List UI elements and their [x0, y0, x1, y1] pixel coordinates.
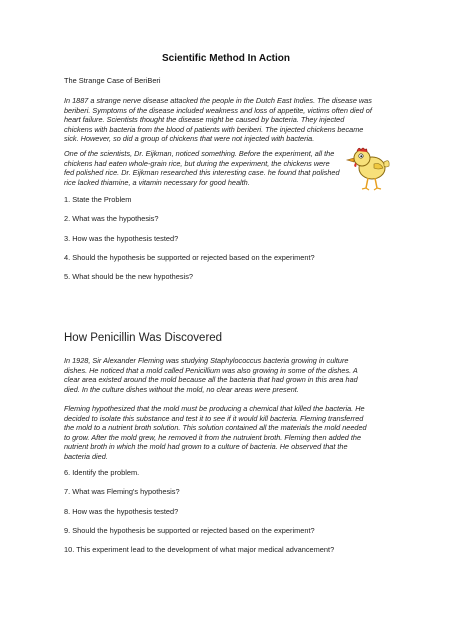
- text-line: to grow. After the mold grew, he removed it from the nutruient broth. Fleming then added the: [64, 432, 362, 442]
- text-line: bacteria died.: [64, 451, 108, 461]
- question-4: 4. Should the hypothesis be supported or rejected based on the experiment?: [64, 253, 315, 262]
- page-title: Scientific Method In Action: [162, 53, 290, 64]
- text-line: dishes. He noticed that a mold called Penicillium was also growing in some of the dishes. A: [64, 365, 358, 375]
- text-line: chickens with bacteria from the blood of patients with beriberi. The injected chickens became: [64, 124, 364, 134]
- question-10: 10. This experiment lead to the development of what major medical advancement?: [64, 545, 335, 554]
- text-line: Fleming hypothesized that the mold must be producing a chemical that killed the bacteria. He: [64, 404, 365, 413]
- question-5: 5. What should be the new hypothesis?: [64, 272, 194, 281]
- text-line: chickens had eaten whole-grain rice, but during the experiment, the chickens were: [64, 158, 330, 168]
- text-line: beriberi. Symptoms of the disease included weakness and loss of appetite, victims often died of: [64, 105, 372, 115]
- question-6: 6. Identify the problem.: [64, 468, 140, 477]
- penicillin-paragraph-1: [64, 356, 392, 394]
- text-line: In 1928, Sir Alexander Fleming was studying Staphylococcus bacteria growing in culture: [64, 356, 349, 365]
- text-line: the mold to a nutrient broth solution. This solution contained all the materials the mold needed: [64, 423, 367, 433]
- text-line: One of the scientists, Dr. Eijkman, noticed something. Before the experiment, all the: [64, 149, 335, 158]
- text-line: In 1887 a strange nerve disease attacked the people in the Dutch East Indies. The disease was: [64, 96, 372, 105]
- text-line: died. In the culture dishes without the mold, no clear areas were present.: [64, 384, 299, 394]
- section-title-penicillin: How Penicillin Was Discovered: [64, 332, 223, 344]
- penicillin-paragraph-2: [64, 404, 392, 462]
- question-2: 2. What was the hypothesis?: [64, 214, 159, 223]
- chicken-icon: [344, 146, 394, 194]
- question-3: 3. How was the hypothesis tested?: [64, 234, 179, 243]
- question-7: 7. What was Fleming's hypothesis?: [64, 487, 180, 496]
- text-line: decided to isolate this substance and test it to see if it would kill bacteria. Fleming transferred: [64, 413, 364, 423]
- text-line: clear area existed around the mold because all the bacteria that had grown in this area had: [64, 375, 358, 385]
- question-8: 8. How was the hypothesis tested?: [64, 507, 179, 516]
- text-line: sick. However, so did a group of chickens that were not injected with bacteria.: [64, 134, 315, 144]
- text-line: nutrient broth in which the mold had grown to a culture of bacteria. He observed that the: [64, 442, 348, 452]
- text-line: heart failure. Scientists thought the disease might be caused by bacteria. They injected: [64, 115, 345, 125]
- beriberi-paragraph-2: [64, 149, 392, 187]
- question-1: 1. State the Problem: [64, 195, 132, 204]
- question-9: 9. Should the hypothesis be supported or rejected based on the experiment?: [64, 526, 315, 535]
- text-line: fed polished rice. Dr. Eijkman researched this interesting case. he found that polished: [64, 168, 340, 178]
- beriberi-paragraph-1: [64, 96, 392, 144]
- text-line: rice lacked thiamine, a vitamin necessary for good health.: [64, 177, 250, 187]
- case-title: The Strange Case of BeriBeri: [64, 76, 161, 85]
